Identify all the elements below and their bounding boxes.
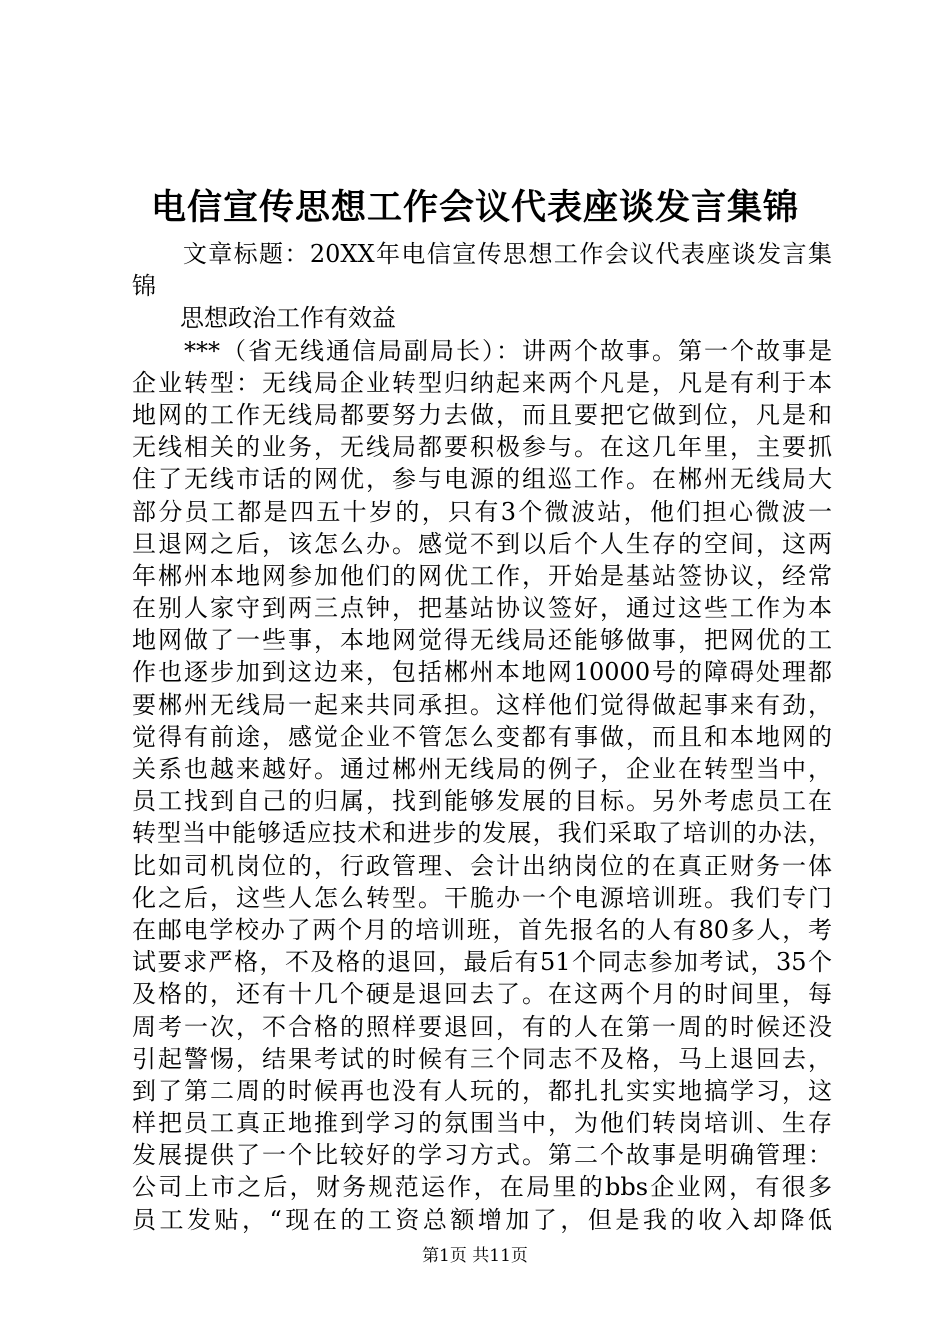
text-line: 部分员工都是四五十岁的，只有3个微波站，他们担心微波一 [132, 497, 832, 526]
text-line: 及格的，还有十几个硬是退回去了。在这两个月的时间里，每 [132, 980, 832, 1009]
text-line: 引起警惕，结果考试的时候有三个同志不及格，马上退回去， [132, 1044, 832, 1073]
text-line: 锦 [132, 272, 156, 301]
text-line: 到了第二周的时候再也没有人玩的，都扎扎实实地搞学习，这 [132, 1076, 832, 1105]
page-footer: 第1页 共11页 [422, 1246, 528, 1266]
text-line: 文章标题：20XX年电信宣传思想工作会议代表座谈发言集 [132, 240, 832, 268]
text-line: 员工找到自己的归属，找到能够发展的目标。另外考虑员工在 [132, 787, 832, 816]
text-line: 试要求严格，不及格的退回，最后有51个同志参加考试，35个 [132, 948, 832, 977]
text-line: 周考一次，不合格的照样要退回，有的人在第一周的时候还没 [132, 1012, 832, 1041]
text-line: 关系也越来越好。通过郴州无线局的例子，企业在转型当中， [132, 755, 832, 783]
text-line: 旦退网之后，该怎么办。感觉不到以后个人生存的空间，这两 [132, 529, 832, 558]
text-line: 员工发贴，“现在的工资总额增加了，但是我的收入却降低 [132, 1205, 832, 1234]
text-line: 住了无线市话的网优，参与电源的组巡工作。在郴州无线局大 [132, 465, 832, 494]
text-line: 作也逐步加到这边来，包括郴州本地网10000号的障碍处理都 [132, 658, 832, 687]
text-line: 在别人家守到两三点钟，把基站协议签好，通过这些工作为本 [132, 594, 832, 623]
text-line: 企业转型：无线局企业转型归纳起来两个凡是，凡是有利于本 [132, 368, 832, 397]
text-line: 转型当中能够适应技术和进步的发展，我们采取了培训的办法， [132, 819, 832, 848]
text-line: 无线相关的业务，无线局都要积极参与。在这几年里，主要抓 [132, 433, 832, 462]
text-line: 比如司机岗位的，行政管理、会计出纳岗位的在真正财务一体 [132, 851, 832, 880]
text-line: 年郴州本地网参加他们的网优工作，开始是基站签协议，经常 [132, 561, 832, 590]
text-line: ***（省无线通信局副局长）：讲两个故事。第一个故事是 [132, 336, 832, 365]
text-line: 地网的工作无线局都要努力去做，而且要把它做到位，凡是和 [132, 400, 832, 429]
text-line: 化之后，这些人怎么转型。干脆办一个电源培训班。我们专门 [132, 883, 832, 912]
document-body [132, 238, 832, 1236]
text-line: 觉得有前途，感觉企业不管怎么变都有事做，而且和本地网的 [132, 722, 832, 751]
text-line: 在邮电学校办了两个月的培训班，首先报名的人有80多人，考 [132, 915, 832, 944]
text-line: 地网做了一些事，本地网觉得无线局还能够做事，把网优的工 [132, 626, 832, 655]
text-line: 要郴州无线局一起来共同承担。这样他们觉得做起事来有劲， [132, 690, 832, 719]
document-title: 电信宣传思想工作会议代表座谈发言集锦 [150, 188, 799, 228]
text-line: 公司上市之后，财务规范运作，在局里的bbs企业网，有很多 [132, 1173, 832, 1202]
text-line: 思想政治工作有效益 [132, 304, 396, 333]
text-line: 样把员工真正地推到学习的氛围当中，为他们转岗培训、生存 [132, 1109, 832, 1138]
text-line: 发展提供了一个比较好的学习方式。第二个故事是明确管理： [132, 1141, 832, 1170]
